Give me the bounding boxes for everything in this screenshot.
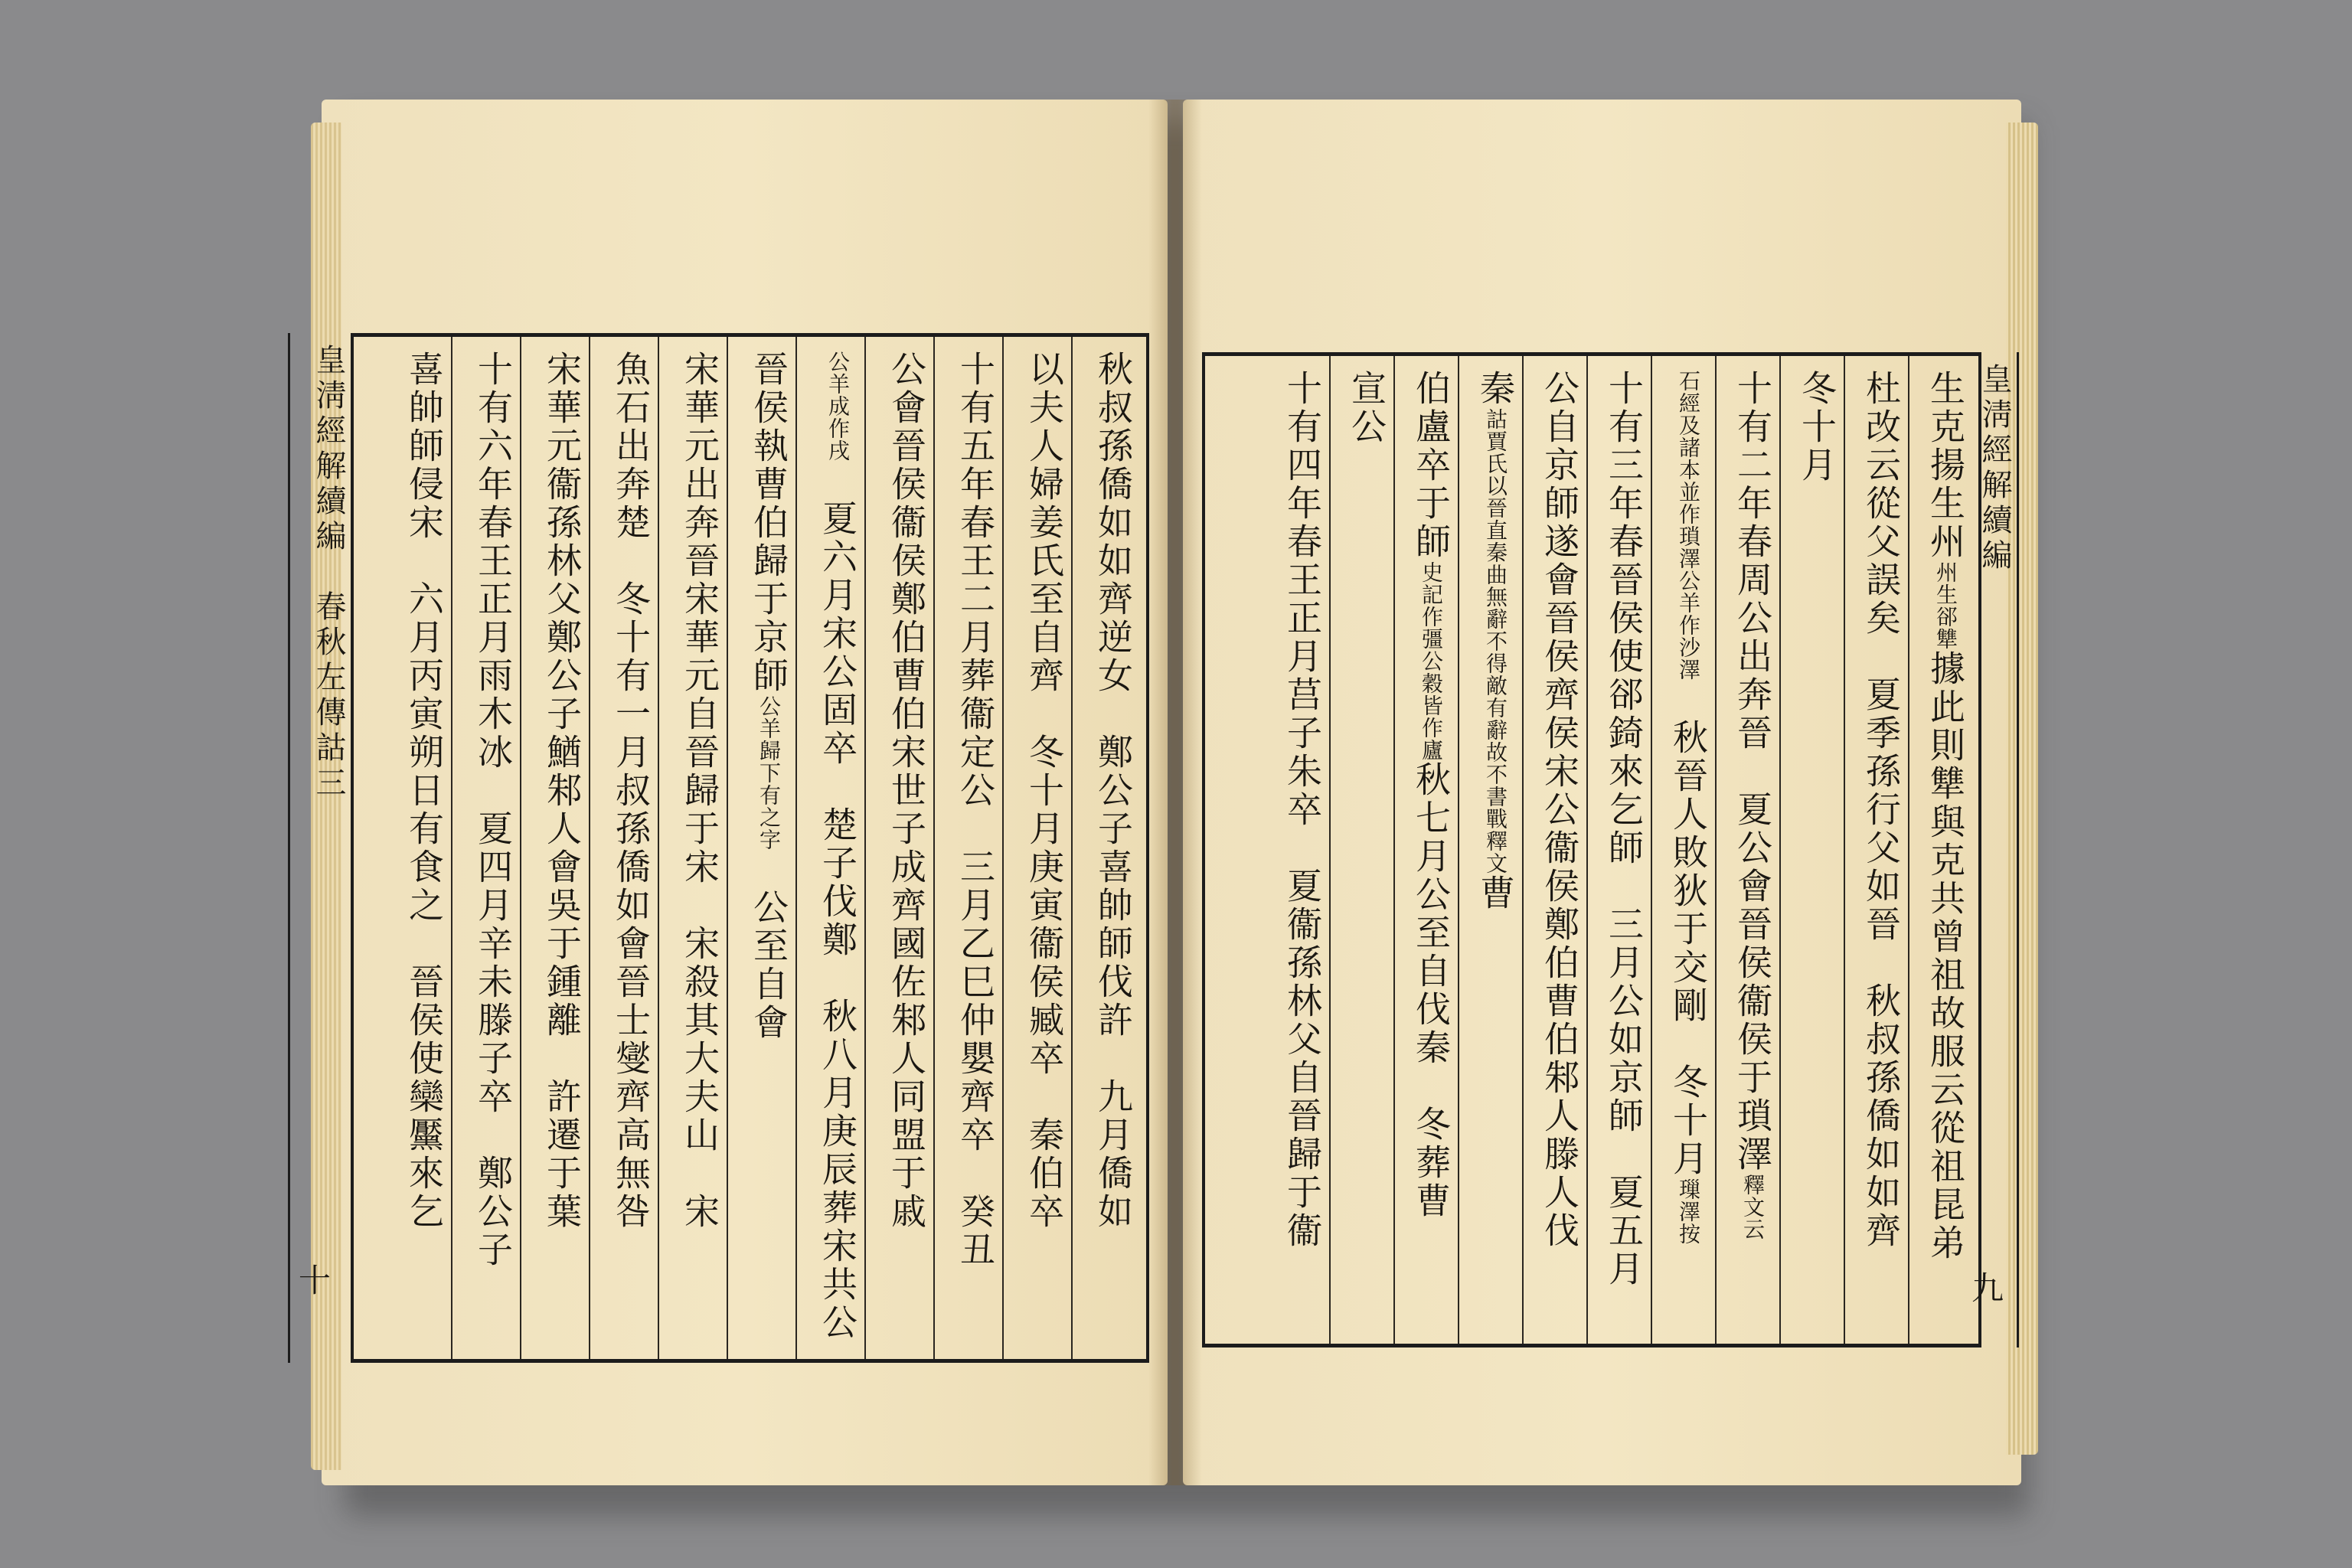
right-column-5: [1666, 370, 1710, 1333]
right-column-10: 宣公: [1346, 370, 1387, 446]
right-column-8-tail: 曹: [1475, 874, 1516, 913]
right-column-9-main: 伯盧卒于師: [1410, 370, 1452, 561]
right-page-folio: 九: [1971, 1269, 2004, 1307]
left-column-11: 喜帥師侵宋 六月丙寅朔日有食之 晉侯使欒黶來乞: [403, 351, 445, 1231]
left-page-banner: [288, 333, 351, 1363]
right-column-8-note2: 釋文: [1483, 830, 1508, 874]
right-column-2: 杜改云從父誤矣 夏季孫行父如晉 秋叔孫僑如如齊: [1860, 370, 1902, 1250]
left-column-5-main: 夏六月宋公固卒 楚子伐鄭 秋八月庚辰葬宋共公: [817, 500, 858, 1342]
right-column-9-tail: 秋七月公至自伐秦 冬葬曹: [1410, 761, 1452, 1220]
left-column-9: 宋華元衞孫林父鄭公子鰌邾人會吳于鍾離 許遷于葉: [541, 351, 583, 1231]
right-column-11: 十有四年春王正月莒子朱卒 夏衞孫林父自晉歸于衞: [1282, 370, 1323, 1250]
right-column-8-note: 詁賈氏以晉直秦曲無辭不得敵有辭故不書戰: [1483, 408, 1508, 830]
left-column-8: 魚石出奔楚 冬十有一月叔孫僑如會晉士燮齊高無咎: [610, 351, 652, 1231]
right-column-8-main: 秦: [1475, 370, 1516, 408]
right-column-4-main: 十有二年春周公出奔晉 夏公會晉侯衞侯于瑣澤: [1732, 370, 1773, 1174]
right-column-3: 冬十月: [1796, 370, 1838, 485]
right-column-9: [1409, 370, 1453, 1333]
right-page-banner: [1956, 352, 2019, 1348]
left-column-6-note: 公羊歸下有之字: [756, 695, 782, 851]
right-column-4: [1730, 370, 1775, 1333]
left-page: [299, 100, 1168, 1485]
right-column-9-note: 史記作彊公穀皆作廬: [1419, 561, 1444, 761]
open-book: [299, 92, 2021, 1516]
left-column-2: 以夫人婦姜氏至自齊 冬十月庚寅衞侯臧卒 秦伯卒: [1024, 351, 1065, 1231]
right-column-4-note: 釋文云: [1740, 1174, 1766, 1240]
left-column-3: 十有五年春王二月葬衞定公 三月乙巳仲嬰齊卒 癸丑: [955, 351, 996, 1269]
left-column-6: [746, 351, 791, 1348]
left-column-6-tail: 公至自會: [748, 889, 789, 1042]
left-banner-title: 皇淸經解續編: [311, 344, 346, 555]
left-column-5: [815, 351, 860, 1348]
right-column-5-note: 石經及諸本並作瑣澤公羊作沙澤: [1676, 370, 1701, 681]
right-text-frame: [1202, 352, 1981, 1348]
left-banner-subtitle: 春秋左傳詁三: [311, 590, 346, 802]
right-column-8: [1473, 370, 1517, 1333]
left-column-5-note-top: 公羊成作戌: [825, 351, 851, 462]
right-column-7: 公自京師遂會晉侯齊侯宋公衞侯鄭伯曹伯邾人滕人伐: [1539, 370, 1580, 1250]
book-gutter: [1148, 100, 1202, 1485]
left-column-7: 宋華元出奔晉宋華元自晉歸于宋 宋殺其大夫山 宋: [679, 351, 720, 1231]
left-page-folio: 十: [299, 1262, 332, 1299]
left-column-1: 秋叔孫僑如如齊逆女 鄭公子喜帥師伐許 九月僑如: [1093, 351, 1134, 1231]
left-column-4: 公會晉侯衞侯鄭伯曹伯宋世子成齊國佐邾人同盟于戚: [886, 351, 927, 1231]
right-banner-title: 皇淸經解續編: [1977, 363, 2012, 574]
left-column-10: 十有六年春王正月雨木冰 夏四月辛未滕子卒 鄭公子: [472, 351, 514, 1269]
right-page: [1183, 100, 2021, 1485]
left-column-6-main: 晉侯執曹伯歸于京師: [748, 351, 789, 695]
right-column-5-main: 秋晉人敗狄于交剛 冬十月: [1668, 719, 1709, 1178]
left-text-frame: [351, 333, 1149, 1363]
right-column-5-note2: 璅澤按: [1676, 1178, 1701, 1245]
right-column-1-note: 州生郤犨: [1933, 561, 1958, 650]
right-column-1-tail: 據此則犨與克共曾祖故服云從祖昆弟: [1925, 650, 1966, 1263]
right-column-6: 十有三年春晉侯使郤錡來乞師 三月公如京師 夏五月: [1603, 370, 1645, 1289]
right-column-1-main: 生克揚生州: [1925, 370, 1966, 561]
